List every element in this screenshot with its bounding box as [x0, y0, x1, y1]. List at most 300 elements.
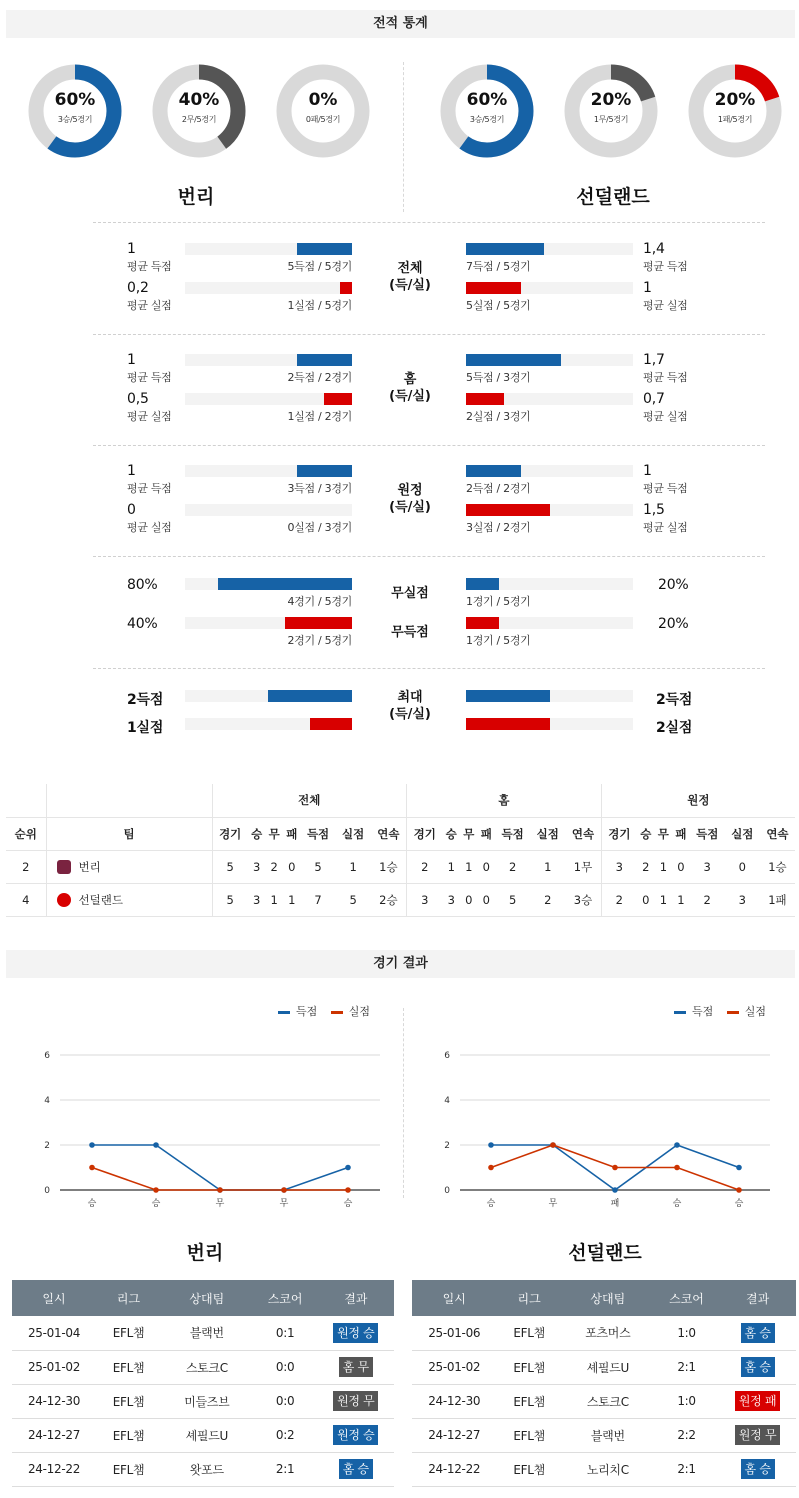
chart-divider [403, 1008, 404, 1198]
away-goals-against-fraction: 3실점 / 2경기 [466, 521, 531, 534]
standings-table [6, 784, 795, 917]
divider [93, 222, 765, 223]
result-opp: 블랙번 [161, 1316, 253, 1350]
stat-cell: 0 [460, 883, 478, 916]
result-badge: 홈 무 [339, 1357, 373, 1377]
stat-cell: 2 [637, 850, 655, 883]
divider [93, 668, 765, 669]
stat-cell: 3 [690, 850, 725, 883]
col-5: 패 [478, 817, 496, 850]
team-divider [403, 62, 404, 212]
stat-cell: 0 [672, 850, 690, 883]
col-4: 무 [265, 817, 283, 850]
away-max-scored: 2득점 [656, 692, 693, 708]
result-badge: 원정 승 [333, 1323, 378, 1343]
result-league: EFL챔 [96, 1452, 161, 1486]
results-row [12, 1316, 394, 1350]
away-avg-against-value: 1 [643, 280, 652, 296]
result-cell [318, 1350, 394, 1384]
result-score: 2:2 [654, 1418, 719, 1452]
donut-home-loss [276, 64, 370, 158]
col-5: 패 [283, 817, 301, 850]
donut-percent: 0% [308, 90, 338, 110]
away-avg-for-label: 평균 득점 [643, 260, 688, 273]
home-goals-for-bar [297, 465, 352, 477]
result-opp: 블랙번 [562, 1418, 654, 1452]
results-header-row [12, 1280, 394, 1316]
result-league: EFL챔 [96, 1418, 161, 1452]
col-8: 연속 [565, 817, 601, 850]
col-rank: 순위 [6, 817, 46, 850]
group-all: 전체 [212, 784, 407, 817]
result-cell [719, 1316, 796, 1350]
result-cell [719, 1452, 796, 1486]
scored-series-point [345, 1165, 351, 1171]
result-cell [719, 1384, 796, 1418]
result-badge: 홈 승 [741, 1323, 775, 1343]
col-6: 득점 [690, 817, 725, 850]
conceded-series-line [92, 1168, 348, 1191]
col-4: 무 [655, 817, 673, 850]
donut-subtitle: 0패/5경기 [305, 115, 341, 124]
stat-category-name: 홈 [403, 372, 417, 387]
standings-row [6, 883, 795, 916]
home-clean-sheet-pct: 80% [127, 577, 158, 593]
y-tick-label: 2 [444, 1141, 450, 1151]
x-tick-label: 승 [151, 1199, 161, 1209]
home-failed-to-score-pct: 40% [127, 616, 158, 632]
col-6: 득점 [495, 817, 530, 850]
stat-category-label [370, 482, 450, 516]
home-goals-against-track [185, 504, 352, 516]
result-cell [318, 1384, 394, 1418]
col-7: 실점 [725, 817, 760, 850]
home-avg-against-value: 0,2 [127, 280, 149, 296]
stat-cell: 1 [265, 883, 283, 916]
result-league: EFL챔 [96, 1316, 161, 1350]
y-tick-label: 6 [44, 1051, 50, 1061]
stat-cell: 0 [725, 850, 760, 883]
results-header-row [412, 1280, 796, 1316]
donut-ring [440, 64, 534, 158]
result-league: EFL챔 [496, 1418, 561, 1452]
result-cell [719, 1350, 796, 1384]
donut-ring [276, 64, 370, 158]
col-3: 승 [248, 817, 266, 850]
max-label-name: 최대 [397, 690, 423, 705]
home-goals-against-track [185, 282, 352, 294]
col-7: 실점 [336, 817, 371, 850]
home-results-title: 번리 [186, 1242, 224, 1264]
home-goals-against-fraction: 1실점 / 2경기 [287, 410, 352, 423]
legend-conceded-label: 실점 [744, 1005, 767, 1018]
result-league: EFL챔 [496, 1316, 561, 1350]
scored-series-point [612, 1187, 618, 1193]
scored-series-point [674, 1142, 680, 1148]
home-max-scored: 2득점 [127, 692, 164, 708]
away-goals-for-bar [466, 243, 544, 255]
col-2: 경기 [212, 817, 248, 850]
stat-category-label [370, 260, 450, 294]
divider [93, 445, 765, 446]
stat-cell: 1패 [760, 883, 795, 916]
stat-cell: 0 [637, 883, 655, 916]
away-avg-for-value: 1 [643, 463, 652, 479]
donut-away-win [440, 64, 534, 158]
col-8: 연속 [760, 817, 795, 850]
stat-cell: 2 [601, 883, 637, 916]
conceded-series-point [345, 1187, 351, 1193]
legend-conceded-label: 실점 [348, 1005, 371, 1018]
donut-subtitle: 2무/5경기 [181, 115, 217, 124]
donut-ring [688, 64, 782, 158]
home-avg-for-label: 평균 득점 [127, 482, 172, 495]
home-goals-for-fraction: 2득점 / 2경기 [287, 371, 352, 384]
col-2: 경기 [601, 817, 637, 850]
result-badge: 원정 패 [735, 1391, 780, 1411]
away-avg-against-label: 평균 실점 [643, 299, 688, 312]
away-goals-for-bar [466, 354, 561, 366]
result-score: 2:1 [253, 1452, 318, 1486]
stat-cell: 2 [690, 883, 725, 916]
team-name: 번리 [78, 859, 101, 874]
stat-cell: 0 [283, 850, 301, 883]
result-league: EFL챔 [496, 1452, 561, 1486]
home-failed-to-score-bar [285, 617, 352, 629]
conceded-series-point [89, 1165, 95, 1171]
donut-home-draw [152, 64, 246, 158]
home-avg-against-label: 평균 실점 [127, 299, 172, 312]
home-goals-for-fraction: 3득점 / 3경기 [287, 482, 352, 495]
results-row [412, 1384, 796, 1418]
results-row [412, 1350, 796, 1384]
result-opp: 스토크C [562, 1384, 654, 1418]
stat-cell: 1 [655, 883, 673, 916]
stat-cell: 2 [495, 850, 530, 883]
result-badge: 원정 승 [333, 1425, 378, 1445]
standings-body [6, 850, 795, 916]
max-label [370, 689, 450, 723]
result-opp: 셰필드U [161, 1418, 253, 1452]
conceded-series-point [612, 1165, 618, 1171]
y-tick-label: 0 [44, 1186, 50, 1196]
home-goals-against-bar [340, 282, 352, 294]
y-tick-label: 2 [44, 1141, 50, 1151]
result-score: 2:1 [654, 1350, 719, 1384]
stat-cell: 2 [265, 850, 283, 883]
stat-cell: 3 [725, 883, 760, 916]
stat-category-unit: (득/실) [389, 389, 431, 404]
donut-subtitle: 1패/5경기 [717, 115, 753, 124]
home-results-table [12, 1280, 394, 1487]
away-failed-to-score-bar [466, 617, 499, 629]
result-badge: 홈 승 [741, 1357, 775, 1377]
results-col-header: 결과 [318, 1280, 394, 1316]
home-avg-against-label: 평균 실점 [127, 521, 172, 534]
conceded-series-point [488, 1165, 494, 1171]
home-chart-legend [268, 1003, 370, 1019]
away-max-conceded: 2실점 [656, 720, 693, 736]
results-row [412, 1452, 796, 1486]
away-goals-for-fraction: 7득점 / 5경기 [466, 260, 531, 273]
stat-cell: 1무 [565, 850, 601, 883]
result-cell [318, 1452, 394, 1486]
x-tick-label: 패 [610, 1199, 620, 1209]
col-7: 실점 [530, 817, 565, 850]
stat-cell: 2 [407, 850, 443, 883]
donut-ring [152, 64, 246, 158]
results-row [12, 1350, 394, 1384]
result-date: 24-12-30 [412, 1384, 496, 1418]
away-goals-against-bar [466, 393, 504, 405]
scored-series-line [92, 1145, 348, 1190]
donut-percent: 20% [590, 90, 632, 110]
x-tick-label: 무 [548, 1199, 558, 1209]
donut-track [284, 72, 362, 150]
stat-cell: 7 [301, 883, 336, 916]
stat-cell: 3승 [565, 883, 601, 916]
result-league: EFL챔 [96, 1350, 161, 1384]
result-opp: 스토크C [161, 1350, 253, 1384]
conceded-series-point [153, 1187, 159, 1193]
donut-ring [564, 64, 658, 158]
standings-group-row [6, 784, 795, 817]
scored-series-point [488, 1142, 494, 1148]
result-opp: 포츠머스 [562, 1316, 654, 1350]
conceded-series-point [281, 1187, 287, 1193]
col-3: 승 [442, 817, 460, 850]
donut-percent: 60% [54, 90, 96, 110]
result-opp: 셰필드U [562, 1350, 654, 1384]
result-score: 0:2 [253, 1418, 318, 1452]
stat-cell: 3 [248, 850, 266, 883]
result-date: 24-12-22 [412, 1452, 496, 1486]
col-6: 득점 [301, 817, 336, 850]
home-goals-for-bar [297, 243, 352, 255]
home-avg-against-value: 0 [127, 502, 136, 518]
result-opp: 미들즈브 [161, 1384, 253, 1418]
result-date: 24-12-22 [12, 1452, 96, 1486]
stat-cell: 1 [336, 850, 371, 883]
donut-percent: 20% [714, 90, 756, 110]
home-goals-chart [20, 1035, 400, 1225]
legend-scored-swatch [674, 1011, 686, 1014]
result-badge: 원정 무 [735, 1425, 780, 1445]
away-avg-for-value: 1,7 [643, 352, 665, 368]
home-goals-for-fraction: 5득점 / 5경기 [287, 260, 352, 273]
away-chart-legend [664, 1003, 766, 1019]
away-avg-against-label: 평균 실점 [643, 521, 688, 534]
legend-scored-label: 득점 [692, 1005, 714, 1018]
home-max-conceded-bar [310, 718, 352, 730]
away-failed-to-score-fraction: 1경기 / 5경기 [466, 634, 531, 647]
result-league: EFL챔 [496, 1350, 561, 1384]
away-failed-to-score-pct: 20% [658, 616, 689, 632]
scored-series-point [89, 1142, 95, 1148]
donut-subtitle: 1무/5경기 [593, 115, 629, 124]
home-avg-for-value: 1 [127, 241, 136, 257]
stat-cell: 0 [478, 850, 496, 883]
stat-cell: 3 [601, 850, 637, 883]
result-date: 25-01-06 [412, 1316, 496, 1350]
results-col-header: 스코어 [654, 1280, 719, 1316]
results-row [12, 1452, 394, 1486]
away-goals-for-bar [466, 465, 521, 477]
away-clean-sheet-fraction: 1경기 / 5경기 [466, 595, 531, 608]
results-section-title: 경기 결과 [6, 950, 795, 978]
stat-category-unit: (득/실) [389, 500, 431, 515]
standings-row [6, 850, 795, 883]
team-rank: 4 [6, 883, 46, 916]
stat-cell: 5 [212, 883, 248, 916]
conceded-series-point [736, 1187, 742, 1193]
divider [93, 556, 765, 557]
home-goals-against-bar [324, 393, 352, 405]
away-max-conceded-bar [466, 718, 550, 730]
away-team-name: 선덜랜드 [576, 186, 650, 208]
result-score: 0:1 [253, 1316, 318, 1350]
results-col-header: 결과 [719, 1280, 796, 1316]
home-clean-sheet-bar [218, 578, 352, 590]
away-avg-for-label: 평균 득점 [643, 482, 688, 495]
home-avg-for-value: 1 [127, 463, 136, 479]
max-label-unit: (득/실) [389, 707, 431, 722]
donut-away-loss [688, 64, 782, 158]
away-goals-against-bar [466, 282, 521, 294]
home-avg-for-value: 1 [127, 352, 136, 368]
home-goals-against-fraction: 0실점 / 3경기 [287, 521, 352, 534]
home-team-name: 번리 [177, 186, 215, 208]
scored-series-point [736, 1165, 742, 1171]
result-cell [318, 1316, 394, 1350]
results-col-header: 일시 [412, 1280, 496, 1316]
stat-cell: 1 [672, 883, 690, 916]
stat-cell: 1 [460, 850, 478, 883]
conceded-series-point [217, 1187, 223, 1193]
donut-away-draw [564, 64, 658, 158]
group-away: 원정 [601, 784, 795, 817]
stat-cell: 5 [301, 850, 336, 883]
result-score: 1:0 [654, 1384, 719, 1418]
away-goals-against-fraction: 5실점 / 5경기 [466, 299, 531, 312]
stat-cell: 1 [655, 850, 673, 883]
donut-home-win [28, 64, 122, 158]
stat-cell: 1 [530, 850, 565, 883]
home-goals-for-bar [297, 354, 352, 366]
team-crest-icon [57, 860, 71, 874]
stat-cell: 5 [336, 883, 371, 916]
team-name: 선덜랜드 [78, 892, 123, 907]
result-date: 24-12-27 [412, 1418, 496, 1452]
results-row [12, 1418, 394, 1452]
stat-category-name: 원정 [397, 483, 423, 498]
y-tick-label: 4 [444, 1096, 450, 1106]
result-cell [318, 1418, 394, 1452]
result-badge: 홈 승 [339, 1459, 373, 1479]
x-tick-label: 승 [672, 1199, 682, 1209]
home-max-scored-bar [268, 690, 352, 702]
col-4: 무 [460, 817, 478, 850]
results-col-header: 리그 [96, 1280, 161, 1316]
divider [93, 334, 765, 335]
team-cell [46, 883, 212, 916]
stats-section-title: 전적 통계 [6, 10, 795, 38]
team-cell [46, 850, 212, 883]
col-5: 패 [672, 817, 690, 850]
result-date: 24-12-27 [12, 1418, 96, 1452]
stat-cell: 1승 [760, 850, 795, 883]
result-league: EFL챔 [496, 1384, 561, 1418]
donut-subtitle: 3승/5경기 [469, 115, 505, 124]
away-clean-sheet-pct: 20% [658, 577, 689, 593]
away-results-title: 선덜랜드 [568, 1242, 642, 1264]
result-score: 0:0 [253, 1384, 318, 1418]
home-max-conceded: 1실점 [127, 720, 164, 736]
clean-sheet-label: 무실점 [391, 586, 429, 601]
stat-category-label [370, 371, 450, 405]
scored-series-point [153, 1142, 159, 1148]
away-avg-against-value: 0,7 [643, 391, 665, 407]
result-cell [719, 1418, 796, 1452]
team-rank: 2 [6, 850, 46, 883]
results-col-header: 스코어 [253, 1280, 318, 1316]
home-clean-sheet-fraction: 4경기 / 5경기 [287, 595, 352, 608]
results-col-header: 리그 [496, 1280, 561, 1316]
x-tick-label: 승 [486, 1199, 496, 1209]
results-col-header: 일시 [12, 1280, 96, 1316]
away-goals-chart [420, 1035, 790, 1225]
x-tick-label: 무 [279, 1199, 289, 1209]
home-avg-for-label: 평균 득점 [127, 371, 172, 384]
result-opp: 노리치C [562, 1452, 654, 1486]
standings-header-row [6, 817, 795, 850]
donut-subtitle: 3승/5경기 [57, 115, 93, 124]
away-goals-against-bar [466, 504, 550, 516]
result-opp: 왓포드 [161, 1452, 253, 1486]
away-avg-against-value: 1,5 [643, 502, 665, 518]
stat-cell: 1승 [371, 850, 407, 883]
stat-cell: 2 [530, 883, 565, 916]
home-failed-to-score-fraction: 2경기 / 5경기 [287, 634, 352, 647]
away-avg-for-label: 평균 득점 [643, 371, 688, 384]
col-team: 팀 [46, 817, 212, 850]
stat-cell: 1 [283, 883, 301, 916]
away-goals-against-fraction: 2실점 / 3경기 [466, 410, 531, 423]
result-league: EFL챔 [96, 1384, 161, 1418]
results-row [12, 1384, 394, 1418]
results-col-header: 상대팀 [161, 1280, 253, 1316]
away-avg-for-value: 1,4 [643, 241, 665, 257]
donut-percent: 40% [178, 90, 220, 110]
stat-cell: 3 [442, 883, 460, 916]
home-goals-against-fraction: 1실점 / 5경기 [287, 299, 352, 312]
result-date: 24-12-30 [12, 1384, 96, 1418]
donut-ring [28, 64, 122, 158]
result-score: 1:0 [654, 1316, 719, 1350]
stat-cell: 3 [248, 883, 266, 916]
home-avg-against-label: 평균 실점 [127, 410, 172, 423]
col-3: 승 [637, 817, 655, 850]
result-badge: 홈 승 [741, 1459, 775, 1479]
y-tick-label: 0 [444, 1186, 450, 1196]
away-goals-for-fraction: 5득점 / 3경기 [466, 371, 531, 384]
failed-to-score-label: 무득점 [391, 625, 429, 640]
y-tick-label: 6 [444, 1051, 450, 1061]
legend-conceded-swatch [727, 1011, 739, 1014]
group-home: 홈 [407, 784, 602, 817]
x-tick-label: 승 [87, 1199, 97, 1209]
results-col-header: 상대팀 [562, 1280, 654, 1316]
